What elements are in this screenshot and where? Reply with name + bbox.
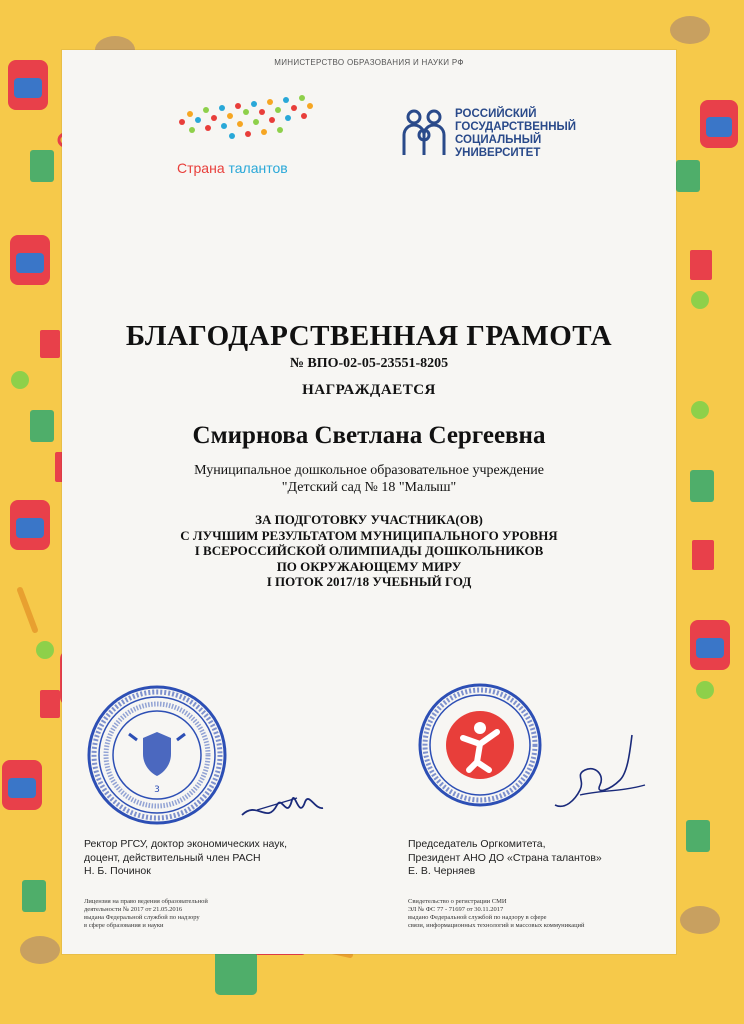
certificate-paper <box>62 50 676 954</box>
rgsu-line3: СОЦИАЛЬНЫЙ <box>455 134 542 146</box>
rgsu-line2: ГОСУДАРСТВЕННЫЙ <box>455 121 577 133</box>
license-line1: Лицензия на право ведения образовательной <box>84 898 208 905</box>
certificate-number: № ВПО-02-05-23551-8205 <box>289 356 449 371</box>
signatory-right-line2: Президент АНО ДО «Страна талантов» <box>408 851 602 864</box>
president-signature <box>550 730 650 820</box>
signatory-left-line1: Ректор РГСУ, доктор экономических наук, <box>84 838 288 850</box>
logo-left-part2: талантов <box>224 160 288 176</box>
reason-line1: ЗА ПОДГОТОВКУ УЧАСТНИКА(ОВ) <box>255 512 483 527</box>
media-line3: выдано Федеральной службой по надзору в сфере <box>408 914 547 921</box>
license-note <box>84 898 208 930</box>
rector-signature <box>237 780 327 830</box>
license-line3: выдана Федеральной службой по надзору <box>84 914 200 921</box>
awarded-label: НАГРАЖДАЕТСЯ <box>302 382 436 398</box>
stamp-number: 3 <box>154 785 160 795</box>
award-reason <box>62 512 676 590</box>
organization-line2: "Детский сад № 18 "Малыш" <box>281 480 457 495</box>
recipient-name: Смирнова Светлана Сергеевна <box>192 422 546 449</box>
rgsu-logo-text <box>455 108 576 160</box>
rgsu-line4: УНИВЕРСИТЕТ <box>455 147 541 159</box>
signatory-right-line1: Председатель Оргкомитета, <box>408 838 546 850</box>
media-registration-note <box>408 898 585 930</box>
reason-line4: ПО ОКРУЖАЮЩЕМУ МИРУ <box>276 558 462 574</box>
university-stamp <box>82 680 232 830</box>
rgsu-logo-icon <box>400 105 450 157</box>
organization-line1: Муниципальное дошкольное образовательное учреждение <box>194 463 544 478</box>
rgsu-line1: РОССИЙСКИЙ <box>455 108 537 120</box>
strana-talantov-label <box>177 160 288 176</box>
signatory-left <box>84 838 287 879</box>
reason-line2: С ЛУЧШИМ РЕЗУЛЬТАТОМ МУНИЦИПАЛЬНОГО УРОВНЯ <box>180 527 558 543</box>
signatory-right-line3: Е. В. Черняев <box>408 865 476 877</box>
strana-talantov-logo <box>172 82 322 152</box>
signatory-right <box>408 838 602 879</box>
certificate-title: БЛАГОДАРСТВЕННАЯ ГРАМОТА <box>125 320 613 352</box>
media-line4: связи, информационных технологий и массовых коммуникаций <box>408 922 585 929</box>
signatory-left-line3: Н. Б. Починок <box>84 865 151 877</box>
reason-line3: I ВСЕРОССИЙСКОЙ ОЛИМПИАДЫ ДОШКОЛЬНИКОВ <box>194 543 544 558</box>
signatory-left-line2: доцент, действительный член РАСН <box>84 851 261 864</box>
logo-left-part1: Страна <box>177 160 225 176</box>
reason-line5: I ПОТОК 2017/18 УЧЕБНЫЙ ГОД <box>266 574 472 589</box>
organizing-committee-stamp <box>415 680 545 810</box>
media-line2: ЭЛ № ФС 77 - 71697 от 30.11.2017 <box>408 906 504 913</box>
license-line2: деятельности № 2017 от 21.05.2016 <box>84 906 183 913</box>
organization <box>62 462 676 496</box>
license-line4: в сфере образования и науки <box>84 922 164 929</box>
media-line1: Свидетельство о регистрации СМИ <box>408 898 507 905</box>
ministry-header: МИНИСТЕРСТВО ОБРАЗОВАНИЯ И НАУКИ РФ <box>274 58 464 67</box>
